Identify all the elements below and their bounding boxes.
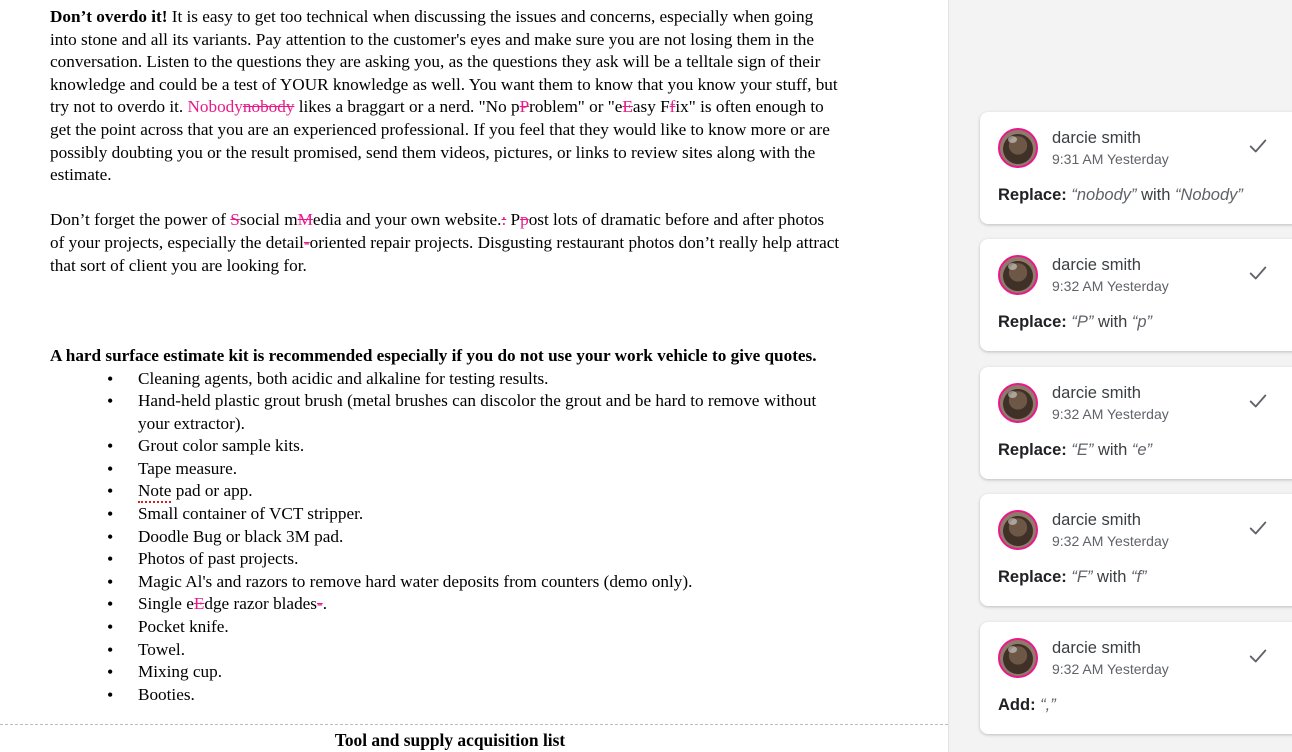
spelling-underline: Note [138, 481, 171, 503]
list-item [138, 503, 840, 526]
avatar[interactable] [998, 638, 1038, 678]
author-name: darcie smith [1052, 129, 1141, 147]
timestamp: 9:31 AM Yesterday [1052, 151, 1169, 167]
text-run: Cleaning agents, both acidic and alkaline for testing results. [138, 368, 549, 388]
text-run: Don’t forget the power of [50, 210, 231, 230]
paragraph-kit-heading [50, 345, 840, 368]
suggestion-card[interactable] [980, 494, 1292, 606]
text-run: likes a braggart or a nerd. "No p [294, 97, 520, 117]
check-icon[interactable] [1246, 644, 1270, 668]
check-icon[interactable] [1246, 389, 1270, 413]
list-item [138, 390, 840, 435]
text-run: . [322, 594, 328, 614]
suggestion-card[interactable] [980, 112, 1292, 224]
page-break-divider [0, 724, 948, 725]
suggested-deletion: : [501, 210, 507, 230]
suggestion-action-label: Add: [998, 696, 1041, 714]
suggestion-connector: with [1092, 568, 1131, 586]
suggestion-actions [1246, 516, 1292, 540]
text-run: asy F [632, 97, 670, 117]
text-run: pad or app. [171, 481, 253, 501]
suggestion-rail[interactable] [949, 0, 1292, 752]
document-text-area[interactable] [50, 6, 840, 706]
list-item [138, 639, 840, 662]
chevron-right-icon[interactable] [1288, 261, 1292, 285]
suggestion-card[interactable] [980, 367, 1292, 479]
list-item [138, 526, 840, 549]
suggestion-action-label: Replace: [998, 441, 1072, 459]
author-name: darcie smith [1052, 639, 1141, 657]
suggestion-card[interactable] [980, 622, 1292, 734]
text-run: Photos of past projects. [138, 549, 299, 569]
suggested-insertion: Nobody [187, 97, 243, 117]
list-item [138, 593, 840, 616]
suggestion-description [998, 185, 1292, 206]
text-run-bold: Don’t overdo it! [50, 7, 168, 26]
suggested-deletion: - [303, 232, 310, 252]
timestamp: 9:32 AM Yesterday [1052, 661, 1169, 677]
suggested-deletion: p [520, 210, 529, 230]
suggestion-to-text: “p” [1131, 313, 1153, 331]
avatar[interactable] [998, 383, 1038, 423]
suggestion-card-header [998, 255, 1292, 296]
chevron-right-icon[interactable] [1288, 389, 1292, 413]
chevron-right-icon[interactable] [1288, 134, 1292, 158]
suggestion-from-text: “P” [1071, 313, 1094, 331]
suggestion-from-text: “,” [1040, 696, 1056, 714]
text-run: ix" is often enough to get the point across that you are an experienced professional. If you feel that they would like to know more or are possibly doubting you or the result promised, send them videos, pictures, or links to review sites along with the estimate. [50, 97, 830, 185]
author-name: darcie smith [1052, 256, 1141, 274]
suggested-deletion: M [297, 210, 313, 230]
suggested-deletion: - [316, 594, 323, 614]
suggestion-connector: with [1093, 441, 1132, 459]
paragraph-spacer [50, 187, 840, 210]
text-run: Pocket knife. [138, 617, 229, 637]
suggested-deletion: S [230, 210, 240, 230]
list-item [138, 548, 840, 571]
suggestion-action-label: Replace: [998, 568, 1072, 586]
text-run: oriented repair projects. Disgusting restaurant photos don’t really help attract that sort of client you are looking for. [50, 232, 840, 275]
paragraph-social-media [50, 209, 840, 277]
text-run: dge razor blades [204, 594, 317, 614]
text-run: roblem" or "e [529, 97, 623, 117]
list-item [138, 684, 840, 707]
text-run: Grout color sample kits. [138, 436, 305, 456]
suggestion-description [998, 695, 1292, 716]
avatar[interactable] [998, 255, 1038, 295]
timestamp: 9:32 AM Yesterday [1052, 406, 1169, 422]
list-item [138, 571, 840, 594]
text-run: edia and your own website. [312, 210, 502, 230]
document-footer-caption: Tool and supply acquisition list [334, 730, 566, 750]
suggested-deletion: E [193, 594, 205, 614]
suggestion-description [998, 312, 1292, 333]
check-icon[interactable] [1246, 516, 1270, 540]
text-run-bold: A hard surface estimate kit is recommended especially if you do not use your work vehicle to give quotes. [50, 345, 817, 365]
suggested-deletion: P [519, 97, 530, 117]
chevron-right-icon[interactable] [1288, 644, 1292, 668]
suggestion-author-block [1052, 255, 1246, 296]
suggestion-from-text: “F” [1071, 568, 1093, 586]
suggestion-card[interactable] [980, 239, 1292, 351]
text-run: social m [239, 210, 298, 230]
author-name: darcie smith [1052, 384, 1141, 402]
supply-list [50, 368, 840, 707]
suggestion-connector: with [1093, 313, 1132, 331]
avatar[interactable] [998, 510, 1038, 550]
list-item [138, 661, 840, 684]
suggested-deletion: E [622, 97, 633, 117]
suggestion-card-header [998, 128, 1292, 169]
suggestion-description [998, 567, 1292, 588]
text-run: Mixing cup. [138, 662, 223, 682]
suggestion-card-header [998, 510, 1292, 551]
text-run: Tape measure. [138, 458, 238, 478]
text-run: Booties. [138, 684, 195, 704]
suggested-deletion: nobody [242, 97, 295, 117]
suggestion-to-text: “e” [1131, 441, 1153, 459]
suggestion-action-label: Replace: [998, 313, 1072, 331]
paragraph-spacer [50, 300, 840, 323]
suggestion-actions [1246, 389, 1292, 413]
suggestion-card-header [998, 638, 1292, 679]
timestamp: 9:32 AM Yesterday [1052, 278, 1169, 294]
suggestion-from-text: “nobody” [1071, 186, 1137, 204]
suggestion-action-label: Replace: [998, 186, 1072, 204]
suggestion-actions [1246, 644, 1292, 668]
suggestion-to-text: “Nobody” [1175, 186, 1243, 204]
suggested-deletion: f [669, 97, 676, 117]
suggestion-description [998, 440, 1292, 461]
suggestion-to-text: “f” [1130, 568, 1147, 586]
paragraph-intro [50, 6, 840, 187]
chevron-right-icon[interactable] [1288, 516, 1292, 540]
timestamp: 9:32 AM Yesterday [1052, 533, 1169, 549]
check-icon[interactable] [1246, 134, 1270, 158]
suggestion-actions [1246, 134, 1292, 158]
text-run: Single e [138, 594, 194, 614]
suggestion-author-block [1052, 383, 1246, 424]
check-icon[interactable] [1246, 261, 1270, 285]
suggestion-author-block [1052, 638, 1246, 679]
list-item [138, 435, 840, 458]
suggestion-actions [1246, 261, 1292, 285]
paragraph-spacer [50, 277, 840, 300]
list-item [138, 616, 840, 639]
suggestion-from-text: “E” [1071, 441, 1094, 459]
text-run: Towel. [138, 639, 186, 659]
text-run: P [506, 210, 521, 230]
suggestion-author-block [1052, 510, 1246, 551]
list-item [138, 458, 840, 481]
text-run: Doodle Bug or black 3M pad. [138, 526, 344, 546]
text-run: Magic Al's and razors to remove hard water deposits from counters (demo only). [138, 571, 693, 591]
author-name: darcie smith [1052, 511, 1141, 529]
suggestion-connector: with [1136, 186, 1176, 204]
text-run: ost lots of dramatic before and after photos of your projects, especially the detail [50, 210, 825, 252]
avatar[interactable] [998, 128, 1038, 168]
text-run: Hand-held plastic grout brush (metal brushes can discolor the grout and be hard to remove without your extractor). [138, 391, 817, 433]
text-run: Small container of VCT stripper. [138, 504, 364, 524]
text-run: It is easy to get too technical when discussing the issues and concerns, especially when going into stone and all its variants. Pay attention to the customer's eyes and make sure you are not losing them in the conversation. Listen to the questions they are asking you, as the questions they ask will be a telltale sign of their knowledge and could be a test of YOUR knowledge as well. You want them to know that you know your stuff, but try not to overdo it. [50, 7, 838, 117]
suggestion-card-header [998, 383, 1292, 424]
suggestion-author-block [1052, 128, 1246, 169]
list-item [138, 480, 840, 503]
paragraph-spacer [50, 322, 840, 345]
list-item [138, 368, 840, 391]
